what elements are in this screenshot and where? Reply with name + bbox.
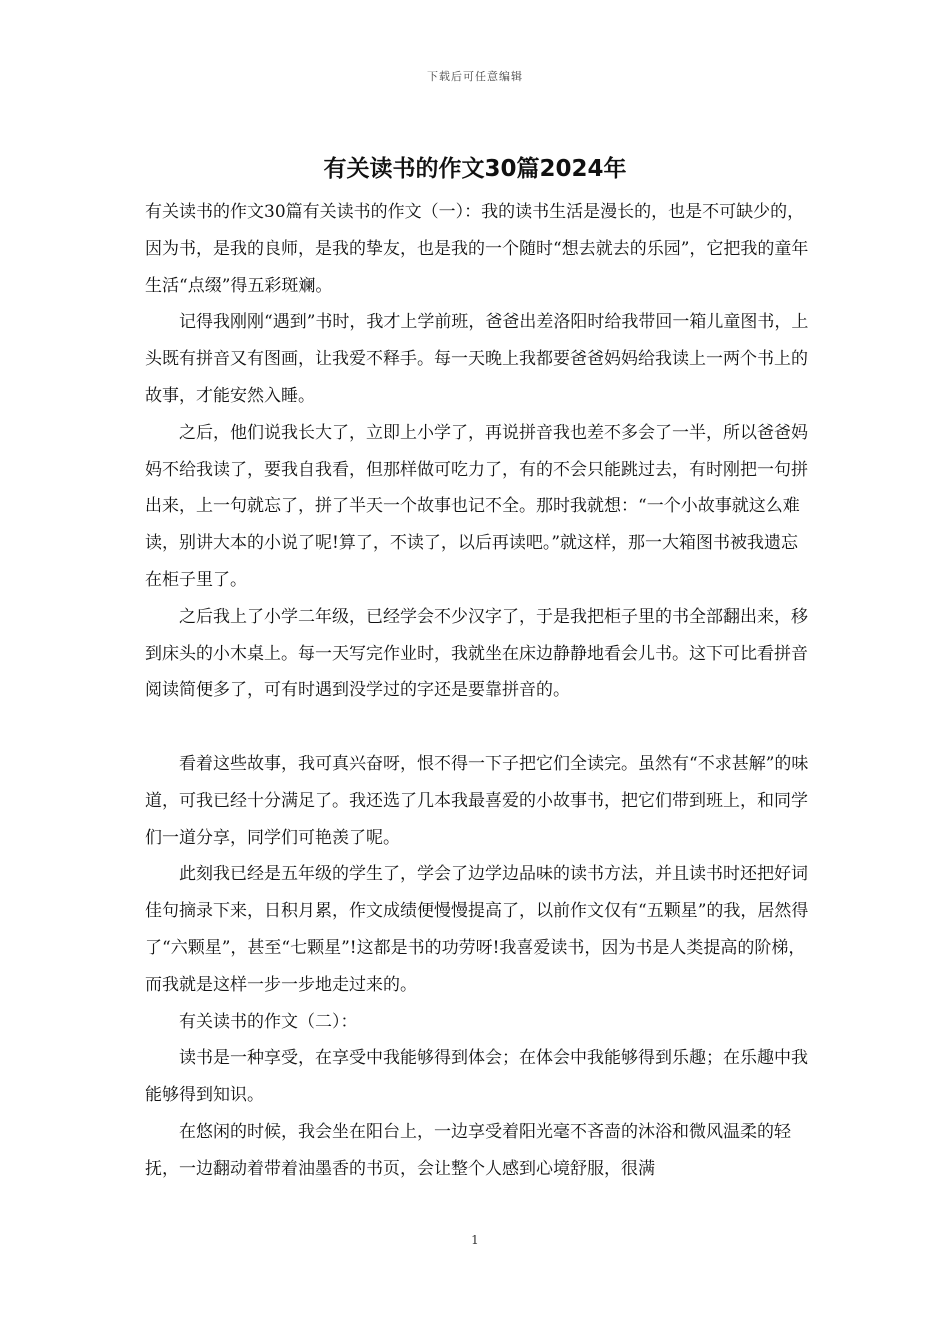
paragraph-2: 记得我刚刚“遇到”书时，我才上学前班，爸爸出差洛阳时给我带回一箱儿童图书，上头既有拼音又有图画，让我爱不释手。每一天晚上我都要爸爸妈妈给我读上一两个书上的故事，才能安然入睡。 [145, 312, 809, 406]
page-number: 1 [471, 1233, 479, 1247]
page-header: 下载后可任意编辑 [427, 70, 523, 83]
paragraph-1: 有关读书的作文30篇有关读书的作文（一）：我的读书生活是漫长的，也是不可缺少的，因为书，是我的良师，是我的挚友，也是我的一个随时“想去就去的乐园”，它把我的童年生活“点缀”得五彩斑斓。 [145, 202, 809, 296]
paragraph-3: 之后，他们说我长大了，立即上小学了，再说拼音我也差不多会了一半，所以爸爸妈妈不给我读了，要我自我看，但那样做可吃力了，有的不会只能跳过去，有时刚把一句拼出来，上一句就忘了，拼了半天一个故事也记不全。那时我就想：“一个小故事就这么难读，别讲大本的小说了呢!算了，不读了，以后再读吧。”就这样，那一大箱图书被我遗忘在柜子里了。 [145, 422, 808, 590]
document-body [145, 194, 810, 1188]
paragraph-6: 此刻我已经是五年级的学生了，学会了边学边品味的读书方法，并且读书时还把好词佳句摘录下来，日积月累，作文成绩便慢慢提高了，以前作文仅有“五颗星”的我，居然得了“六颗星”，甚至“七颗星”!这都是书的功劳呀!我喜爱读书，因为书是人类提高的阶梯，而我就是这样一步一步地走过来的。 [145, 864, 809, 995]
paragraph-8: 在悠闲的时候，我会坐在阳台上，一边享受着阳光毫不吝啬的沐浴和微风温柔的轻抚，一边翻动着带着油墨香的书页，会让整个人感到心境舒服，很满 [145, 1121, 791, 1179]
paragraph-5: 看着这些故事，我可真兴奋呀，恨不得一下子把它们全读完。虽然有“不求甚解”的味道，可我已经十分满足了。我还选了几本我最喜爱的小故事书，把它们带到班上，和同学们一道分享，同学们可艳羡了呢。 [145, 753, 809, 848]
paragraph-4: 之后我上了小学二年级，已经学会不少汉字了，于是我把柜子里的书全部翻出来，移到床头的小木桌上。每一天写完作业时，我就坐在床边静静地看会儿书。这下可比看拼音阅读简便多了，可有时遇到没学过的字还是要靠拼音的。 [145, 606, 808, 701]
paragraph-7: 读书是一种享受，在享受中我能够得到体会；在体会中我能够得到乐趣；在乐趣中我能够得到知识。 [145, 1048, 808, 1106]
paragraph-spacer [145, 709, 810, 746]
section-heading-2: 有关读书的作文（二）： [179, 1011, 358, 1032]
document-title: 有关读书的作文30篇2024年 [323, 156, 627, 182]
